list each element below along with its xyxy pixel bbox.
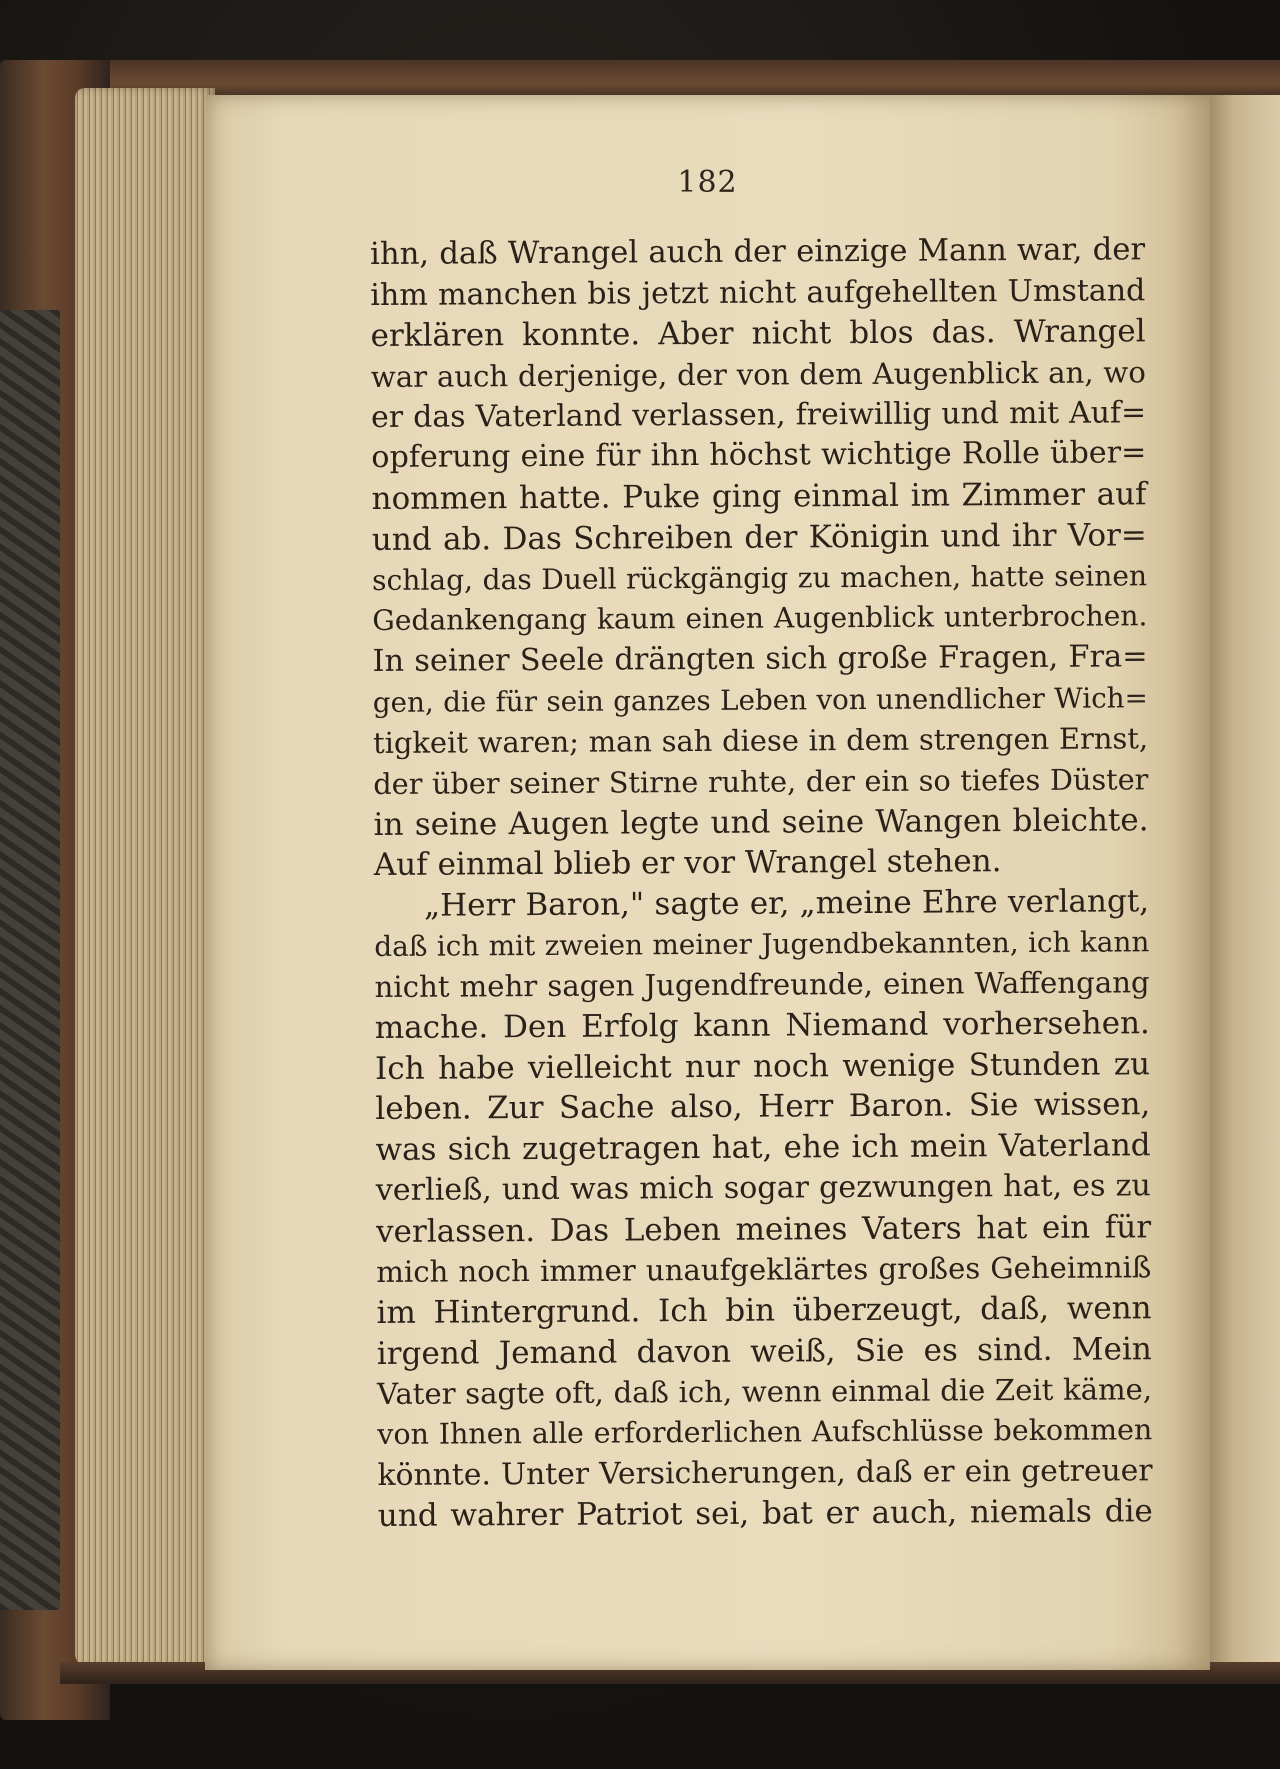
text-line: Ich habe vielleicht nur noch wenige Stunden zu	[374, 1046, 1151, 1087]
text-line: In seiner Seele drängten sich große Fragen, Fra=	[372, 639, 1148, 679]
text-line: tigkeit waren; man sah diese in dem strengen Ernst,	[373, 721, 1149, 761]
text-line: in seine Augen legte und seine Wangen bleichte.	[373, 801, 1149, 843]
text-line: im Hintergrund. Ich bin überzeugt, daß, wenn	[376, 1290, 1152, 1331]
page-number: 182	[677, 165, 738, 200]
text-line: schlag, das Duell rückgängig zu machen, hatte seinen	[372, 558, 1148, 597]
text-line: gen, die für sein ganzes Leben von unendlicher Wich=	[372, 680, 1148, 719]
text-line: könnte. Unter Versicherungen, daß er ein getreuer	[377, 1452, 1153, 1493]
text-line: verlassen. Das Leben meines Vaters hat ein für	[375, 1208, 1152, 1250]
facing-page-edge	[1205, 95, 1280, 1670]
text-line: verließ, und was mich sogar gezwungen hat, es zu	[375, 1168, 1151, 1208]
text-line: Gedankengang kaum einen Augenblick unterbrochen.	[372, 599, 1148, 638]
text-line: erklären konnte. Aber nicht blos das. Wrangel	[370, 313, 1146, 355]
book-page	[205, 95, 1210, 1670]
book-cover-top-edge	[60, 60, 1280, 100]
page-text	[370, 230, 1153, 1537]
text-line: nommen hatte. Puke ging einmal im Zimmer auf	[371, 476, 1147, 518]
page-edges	[75, 88, 215, 1668]
text-line: ihm manchen bis jetzt nicht aufgehellten Umstand	[370, 272, 1146, 313]
text-line: und ab. Das Schreiben der Königin und ihr Vor=	[371, 517, 1147, 558]
text-line: mich noch immer unaufgeklärtes großes Geheimniß	[376, 1250, 1152, 1290]
text-line: von Ihnen alle erforderlichen Aufschlüsse bekommen	[377, 1413, 1153, 1451]
text-line: leben. Zur Sache also, Herr Baron. Sie wissen,	[375, 1086, 1151, 1128]
text-line: was sich zugetragen hat, ehe ich mein Vaterland	[375, 1127, 1151, 1169]
marbled-cover-paper	[0, 310, 60, 1610]
text-line: „Herr Baron," sagte er, „meine Ehre verlangt,	[423, 883, 1150, 924]
text-line: irgend Jemand davon weiß, Sie es sind. Mein	[376, 1330, 1152, 1372]
text-line: nicht mehr sagen Jugendfreunde, einen Waffengang	[374, 965, 1150, 1005]
text-line: daß ich mit zweien meiner Jugendbekannten, ich kann	[374, 924, 1150, 963]
text-line: mache. Den Erfolg kann Niemand vorhersehen.	[374, 1005, 1150, 1047]
text-line: Vater sagte oft, daß ich, wenn einmal die Zeit käme,	[376, 1372, 1153, 1412]
text-line: Auf einmal blieb er vor Wrangel stehen.	[373, 843, 1002, 884]
text-line: der über seiner Stirne ruhte, der ein so tiefes Düster	[373, 762, 1149, 801]
text-line: war auch derjenige, der von dem Augenblick an, wo	[370, 355, 1146, 395]
text-line: opferung eine für ihn höchst wichtige Rolle über=	[371, 435, 1147, 476]
text-line: und wahrer Patriot sei, bat er auch, niemals die	[377, 1493, 1153, 1535]
text-line: ihn, daß Wrangel auch der einzige Mann war, der	[370, 232, 1146, 272]
text-line: er das Vaterland verlassen, freiwillig und mit Auf=	[371, 395, 1147, 435]
